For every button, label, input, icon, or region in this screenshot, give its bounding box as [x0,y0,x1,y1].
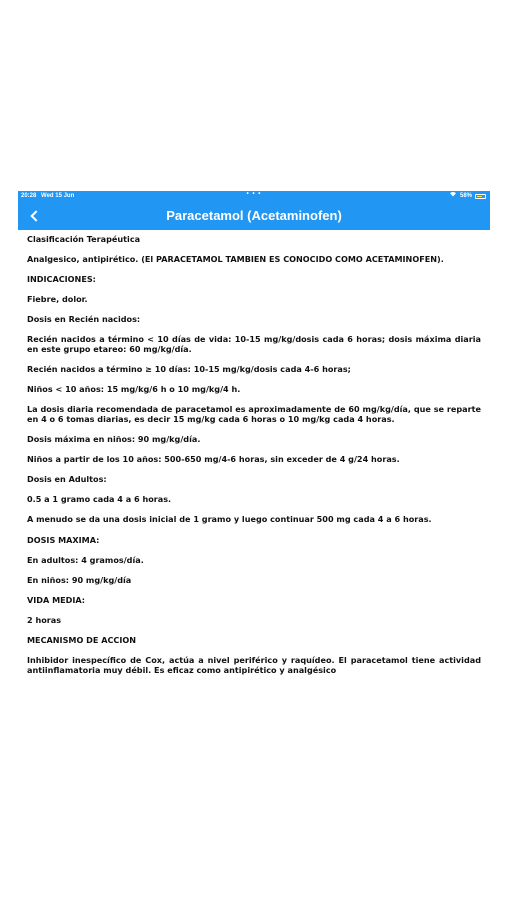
status-date: Wed 15 Jun [41,193,75,199]
navigation-bar [18,201,490,230]
content-paragraph: En niños: 90 mg/kg/día [27,574,132,585]
wifi-icon [449,191,457,201]
content-paragraph: Niños a partir de los 10 años: 500-650 mg/4-6 horas, sin exceder de 4 g/24 horas. [27,454,400,465]
content-paragraph: Dosis en Recién nacidos: [27,314,141,325]
drug-info-content[interactable] [18,230,490,675]
content-paragraph: DOSIS MAXIMA: [27,534,100,545]
multitask-dots[interactable]: • • • [246,191,262,197]
content-paragraph: Dosis máxima en niños: 90 mg/kg/día. [27,434,201,445]
content-paragraph: Inhibidor inespecífico de Cox, actúa a nivel periférico y raquídeo. El paracetamol tiene actividad antiinflamatoria muy débil. Es eficaz como antipirético y analgésico [27,655,481,675]
content-paragraph: Recién nacidos a término < 10 días de vida: 10-15 mg/kg/dosis cada 6 horas; dosis máxima diaria en este grupo etareo: 60 mg/kg/día. [27,334,481,355]
content-paragraph: 2 horas [27,614,62,625]
content-paragraph: La dosis diaria recomendada de paracetamol es aproximadamente de 60 mg/kg/día, que se reparte en 4 o 6 tomas diarias, es decir 15 mg/kg cada 6 horas o 10 mg/kg cada 4 horas. [27,404,481,424]
content-paragraph: 0.5 a 1 gramo cada 4 a 6 horas. [27,494,172,505]
content-paragraph: Niños < 10 años: 15 mg/kg/6 h o 10 mg/kg/4 h. [27,384,241,395]
app-screen [18,191,490,707]
status-time: 20:28 [21,193,37,199]
content-paragraph: VIDA MEDIA: [27,594,86,605]
status-bar [18,191,490,201]
content-paragraph: Fiebre, dolor. [27,294,88,305]
battery-percent: 58% [459,193,472,199]
content-paragraph: Analgesico, antipirético. (El PARACETAMOL TAMBIEN ES CONOCIDO COMO ACETAMINOFEN). [27,254,444,265]
content-paragraph: Clasificación Terapéutica [27,234,141,244]
content-paragraph: INDICACIONES: [27,274,96,285]
page-title: Paracetamol (Acetaminofen) [166,208,342,223]
content-paragraph: Recién nacidos a término ≥ 10 días: 10-15 mg/kg/dosis cada 4-6 horas; [27,364,351,375]
content-paragraph: A menudo se da una dosis inicial de 1 gramo y luego continuar 500 mg cada 4 a 6 horas. [27,514,432,525]
status-indicators [449,191,486,201]
content-paragraph: Dosis en Adultos: [27,474,107,485]
content-paragraph: MECANISMO DE ACCION [27,634,137,645]
content-paragraph: En adultos: 4 gramos/día. [27,554,144,565]
battery-icon [475,194,486,199]
